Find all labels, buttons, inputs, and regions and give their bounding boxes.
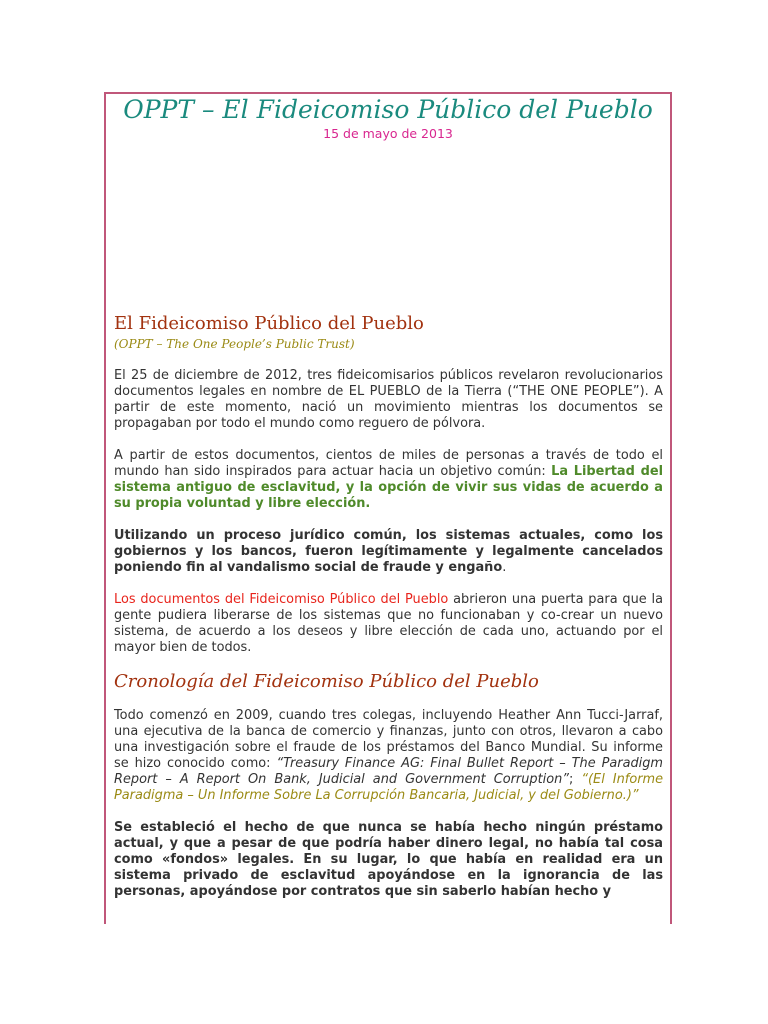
- document-date: 15 de mayo de 2013: [323, 126, 453, 141]
- documents-rest: abrieron una puerta para que la gente pudiera liberarse de los sistemas que no funcionaban y co-crear un nuevo sistema, de acuerdo a los deseos y libre elección de cada uno, actuando por el mayor bien de todos.: [114, 592, 663, 655]
- paragraph-chronology: [114, 708, 663, 804]
- report-title-english: “Treasury Finance AG: Final Bullet Report – The Paradigm Report – A Report On Bank, Judicial and Government Corruption”: [114, 756, 663, 787]
- paragraph-established: Se estableció el hecho de que nunca se había hecho ningún préstamo actual, y que a pesar de que podría haber dinero legal, no había tal cosa como «fondos» legales. En su lugar, lo que había en realidad era un sistema privado de esclavitud apoyándose en la ignorancia de las personas, apoyándose por contratos que sin saberlo habían hecho y: [114, 820, 663, 899]
- legal-process-end: .: [502, 560, 507, 575]
- section-heading-cronologia: Cronología del Fideicomiso Público del Pueblo: [114, 671, 539, 692]
- paragraph-intro: El 25 de diciembre de 2012, tres fideicomisarios públicos revelaron revolucionarios documentos legales en nombre de EL PUEBLO de la Tierra (“THE ONE PEOPLE”). A partir de este momento, nació un movimiento mientras los documentos se propagaban por todo el mundo como reguero de pólvora.: [114, 368, 663, 431]
- paragraph-inspired: [114, 448, 663, 512]
- legal-process-bold: Utilizando un proceso jurídico común, los sistemas actuales, como los gobiernos y los bancos, fueron legítimamente y legalmente cancelados poniendo fin al vandalismo social de fraude y engaño: [114, 528, 663, 575]
- freedom-highlight: La Libertad del sistema antiguo de esclavitud, y la opción de vivir sus vidas de acuerdo a su propia voluntad y libre elección.: [114, 464, 663, 511]
- report-title-spanish: “(El Informe Paradigma – Un Informe Sobre La Corrupción Bancaria, Judicial, y del Gobierno.)”: [114, 772, 663, 803]
- report-separator: ;: [568, 772, 582, 787]
- paragraph-inspired-text: A partir de estos documentos, cientos de miles de personas a través de todo el mundo han sido inspirados para actuar hacia un objetivo común:: [114, 448, 663, 479]
- paragraph-documents: [114, 592, 663, 656]
- document-page: [104, 92, 672, 924]
- document-content: [114, 312, 663, 900]
- section-heading-fideicomiso: El Fideicomiso Público del Pueblo: [114, 313, 424, 334]
- section-subheading: (OPPT – The One People’s Public Trust): [114, 337, 355, 351]
- document-title: OPPT – El Fideicomiso Público del Pueblo: [123, 95, 653, 124]
- paragraph-legal-process: [114, 528, 663, 576]
- documents-link[interactable]: Los documentos del Fideicomiso Público del Pueblo: [114, 592, 449, 607]
- chronology-text: Todo comenzó en 2009, cuando tres colegas, incluyendo Heather Ann Tucci-Jarraf, una ejecutiva de la banca de comercio y finanzas, junto con otros, llevaron a cabo una investigación sobre el fraude de los préstamos del Banco Mundial. Su informe se hizo conocido como:: [114, 708, 663, 771]
